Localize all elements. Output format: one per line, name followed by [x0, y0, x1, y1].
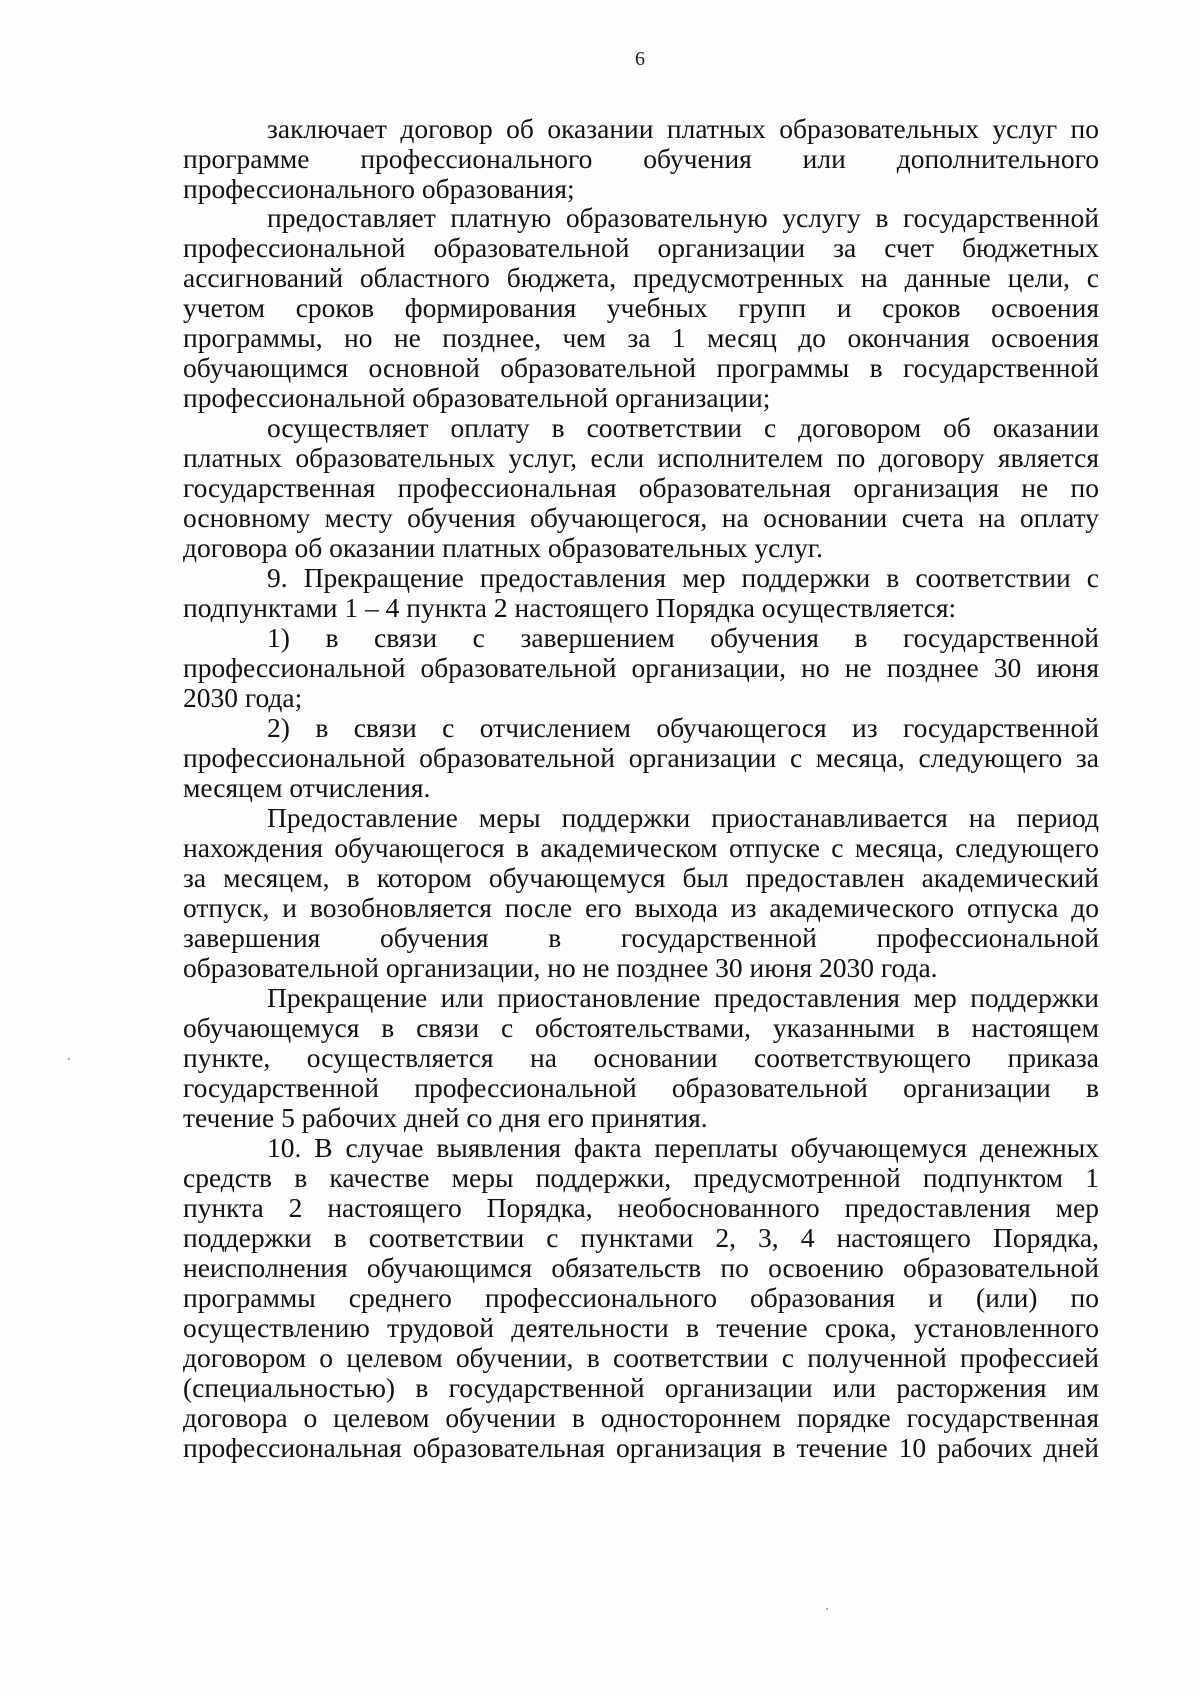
text-line: неисполнения обучающимся обязательств по освоению образовательной [183, 1252, 1099, 1283]
scan-speck [68, 1058, 70, 1060]
text-line: государственная профессиональная образовательная организация не по [183, 472, 1099, 503]
text-line: профессиональной образовательной организации за счет бюджетных [183, 232, 1099, 263]
text-line: обучающимся основной образовательной программы в государственной [183, 352, 1099, 383]
text-line: основному месту обучения обучающегося, на основании счета на оплату [183, 502, 1099, 533]
text-line: 2030 года; [183, 682, 303, 713]
text-line: ассигнований областного бюджета, предусмотренных на данные цели, с [183, 262, 1099, 293]
page-number: 6 [635, 48, 645, 70]
text-line: (специальностью) в государственной организации или расторжения им [183, 1372, 1099, 1403]
text-line: течение 5 рабочих дней со дня его принятия. [183, 1102, 708, 1133]
text-line: осуществляет оплату в соответствии с договором об оказании [267, 412, 1099, 443]
text-line: программе профессионального обучения или дополнительного [183, 143, 1099, 174]
text-line: месяцем отчисления. [183, 772, 431, 803]
text-line: пункте, осуществляется на основании соответствующего приказа [183, 1042, 1099, 1073]
text-line: 2) в связи с отчислением обучающегося из государственной [267, 712, 1099, 743]
text-line: 10. В случае выявления факта переплаты обучающемуся денежных [267, 1132, 1099, 1163]
text-line: образовательной организации, но не позднее 30 июня 2030 года. [183, 952, 938, 983]
text-line: программы среднего профессионального образования и (или) по [183, 1282, 1099, 1313]
scan-speck [826, 1608, 828, 1610]
text-line: учетом сроков формирования учебных групп и сроков освоения [183, 292, 1099, 323]
text-line: заключает договор об оказании платных образовательных услуг по [267, 113, 1099, 144]
text-line: профессиональной образовательной организации; [183, 382, 771, 413]
text-line: 9. Прекращение предоставления мер поддержки в соответствии с [267, 562, 1099, 593]
text-line: Предоставление меры поддержки приостанавливается на период [267, 802, 1099, 833]
text-line: пункта 2 настоящего Порядка, необоснованного предоставления мер [183, 1192, 1099, 1223]
text-line: средств в качестве меры поддержки, предусмотренной подпунктом 1 [183, 1162, 1099, 1193]
text-line: осуществлению трудовой деятельности в течение срока, установленного [183, 1312, 1099, 1343]
text-line: договора об оказании платных образовательных услуг. [183, 532, 823, 563]
text-line: за месяцем, в котором обучающемуся был предоставлен академический [183, 862, 1099, 893]
text-line: договора о целевом обучении в одностороннем порядке государственная [183, 1402, 1099, 1433]
text-line: 1) в связи с завершением обучения в государственной [267, 622, 1099, 653]
text-line: обучающемуся в связи с обстоятельствами, указанными в настоящем [183, 1012, 1099, 1043]
text-line: предоставляет платную образовательную услугу в государственной [267, 202, 1099, 233]
text-line: поддержки в соответствии с пунктами 2, 3, 4 настоящего Порядка, [183, 1222, 1099, 1253]
text-line: профессиональная образовательная организация в течение 10 рабочих дней [183, 1432, 1099, 1463]
text-line: профессионального образования; [183, 173, 575, 204]
text-line: программы, но не позднее, чем за 1 месяц до окончания освоения [183, 322, 1099, 353]
text-line: нахождения обучающегося в академическом отпуске с месяца, следующего [183, 832, 1099, 863]
text-line: Прекращение или приостановление предоставления мер поддержки [267, 982, 1099, 1013]
text-line: отпуск, и возобновляется после его выхода из академического отпуска до [183, 892, 1099, 923]
text-line: профессиональной образовательной организации, но не позднее 30 июня [183, 652, 1099, 683]
text-line: государственной профессиональной образовательной организации в [183, 1072, 1099, 1103]
text-line: подпунктами 1 – 4 пункта 2 настоящего Порядка осуществляется: [183, 592, 957, 623]
text-line: платных образовательных услуг, если исполнителем по договору является [183, 442, 1099, 473]
text-line: договором о целевом обучении, в соответствии с полученной профессией [183, 1342, 1099, 1373]
text-line: профессиональной образовательной организации с месяца, следующего за [183, 742, 1099, 773]
text-line: завершения обучения в государственной профессиональной [183, 922, 1099, 953]
